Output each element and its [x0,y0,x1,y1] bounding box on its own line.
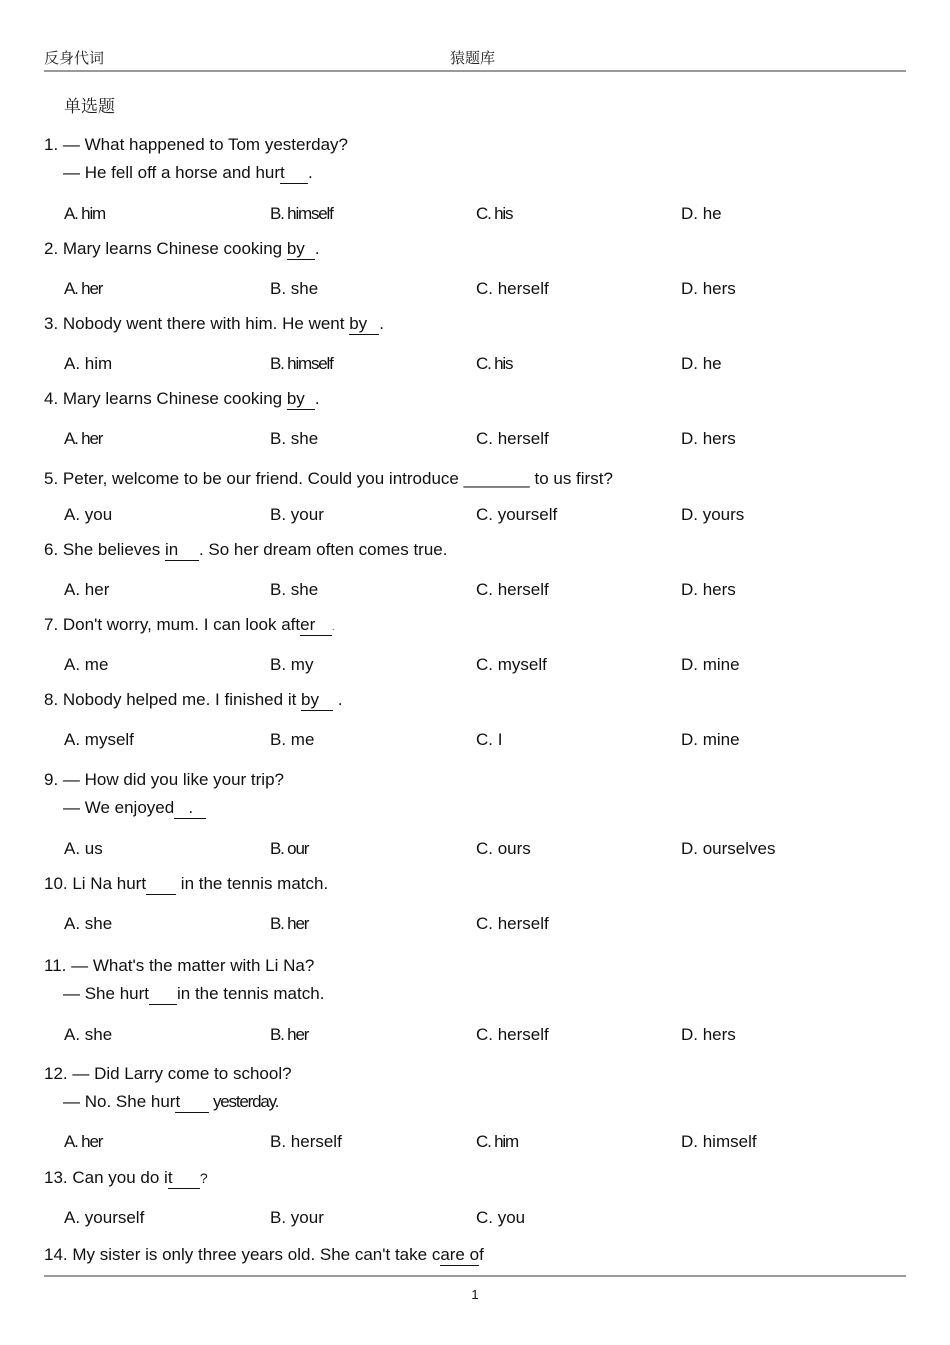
answer-blank: t [175,1092,209,1113]
question-7 [44,611,334,642]
option-a[interactable]: A. him [64,354,113,373]
page-number: 1 [471,1287,479,1302]
answer-blank: by [301,690,334,709]
option-c[interactable]: C. ours [476,839,531,858]
option-b[interactable]: B. your [270,505,324,524]
question-line: 10. Li Na hurt in the tennis match. [44,874,329,893]
option-b[interactable]: B. she [270,429,319,448]
option-c[interactable]: C. him [476,1132,518,1151]
option-d[interactable]: D. yours [681,505,745,524]
option-d[interactable]: D. himself [681,1132,757,1151]
question-3 [44,310,384,338]
option-a[interactable]: A. she [64,1025,113,1044]
question-11 [44,952,324,1008]
question-line: 1. — What happened to Tom yesterday? [44,135,348,154]
question-line: 4. Mary learns Chinese cooking by . [44,389,320,408]
option-a[interactable]: A. us [64,839,103,858]
answer-blank: t [168,1168,200,1189]
answer-blank: by [286,239,315,258]
option-c[interactable]: C. yourself [476,505,558,524]
option-b[interactable]: B. himself [270,354,333,373]
option-c[interactable]: C. you [476,1208,526,1227]
option-a[interactable]: A. she [64,914,113,933]
question-1 [44,131,348,187]
question-line: 3. Nobody went there with him. He went by . [44,314,384,333]
question-line: 9. — How did you like your trip? [44,770,284,789]
option-a[interactable]: A. him [64,204,105,223]
question-13 [44,1164,208,1192]
option-b[interactable]: B. me [270,730,315,749]
option-a[interactable]: A. you [64,505,113,524]
option-d[interactable]: D. mine [681,655,740,674]
answer-blank: by [349,314,379,335]
question-line: — She hurt in the tennis match. [63,984,325,1003]
option-c[interactable]: C. herself [476,580,549,599]
answer-blank: by [286,389,315,408]
question-4 [44,385,320,413]
option-a[interactable]: A. her [64,279,103,298]
option-c[interactable]: C. herself [476,914,549,933]
question-line: 11. — What's the matter with Li Na? [44,956,315,975]
question-line: 5. Peter, welcome to be our friend. Could you introduce _______ to us first? [44,469,613,488]
question-line: 8. Nobody helped me. I finished it by . [44,690,343,709]
option-a[interactable]: A. yourself [64,1208,145,1227]
option-b[interactable]: B. her [270,1025,309,1044]
option-c[interactable]: C. herself [476,429,549,448]
header-topic: 反身代词 [44,49,105,67]
option-c[interactable]: C. herself [476,279,549,298]
question-line: — No. She hurt yesterday. [63,1092,279,1111]
question-8 [44,686,343,714]
option-b[interactable]: B. our [270,839,309,858]
answer-blank: in [165,540,199,561]
option-b[interactable]: B. she [270,279,319,298]
question-line: 12. — Did Larry come to school? [44,1064,292,1083]
answer-blank: t [280,163,308,184]
option-d[interactable]: D. he [681,204,722,223]
option-b[interactable]: B. she [270,580,319,599]
option-c[interactable]: C. herself [476,1025,549,1044]
answer-blank [149,984,177,1005]
question-12 [44,1060,292,1116]
section-title: 单选题 [64,97,115,117]
option-d[interactable]: D. hers [681,279,736,298]
option-d[interactable]: D. ourselves [681,839,776,858]
option-b[interactable]: B. himself [270,204,333,223]
option-c[interactable]: C. myself [476,655,547,674]
option-d[interactable]: D. hers [681,1025,736,1044]
answer-blank: er [300,615,332,636]
option-d[interactable]: D. mine [681,730,740,749]
option-d[interactable]: D. hers [681,580,736,599]
question-5 [44,465,613,493]
question-line: — We enjoyed . [44,794,284,822]
question-9 [44,766,284,822]
answer-blank: . [174,798,206,819]
question-line: 2. Mary learns Chinese cooking by . [44,239,320,258]
option-b[interactable]: B. your [270,1208,324,1227]
option-c[interactable]: C. his [476,354,513,373]
option-b[interactable]: B. herself [270,1132,342,1151]
answer-blank: are o [440,1245,480,1264]
option-b[interactable]: B. her [270,914,309,933]
footer-rule [44,1275,906,1277]
question-line: 14. My sister is only three years old. She can't take care of [44,1245,484,1264]
question-line: 7. Don't worry, mum. I can look after . [44,615,335,634]
header-source: 猿题库 [450,49,496,67]
option-a[interactable]: A. her [64,429,103,448]
option-a[interactable]: A. myself [64,730,134,749]
option-a[interactable]: A. her [64,1132,103,1151]
option-a[interactable]: A. her [64,580,110,599]
question-10 [44,870,328,898]
option-a[interactable]: A. me [64,655,109,674]
page-header [44,44,906,72]
question-6 [44,536,447,564]
option-c[interactable]: C. I [476,730,503,749]
question-2 [44,235,320,263]
option-c[interactable]: C. his [476,204,513,223]
option-d[interactable]: D. he [681,354,722,373]
question-14 [44,1241,484,1269]
option-b[interactable]: B. my [270,655,314,674]
question-line: 13. Can you do it ? [44,1168,208,1187]
question-line: 6. She believes in . So her dream often comes true. [44,540,448,559]
question-line: — He fell off a horse and hurt . [63,163,313,182]
option-d[interactable]: D. hers [681,429,736,448]
answer-blank [146,874,176,895]
